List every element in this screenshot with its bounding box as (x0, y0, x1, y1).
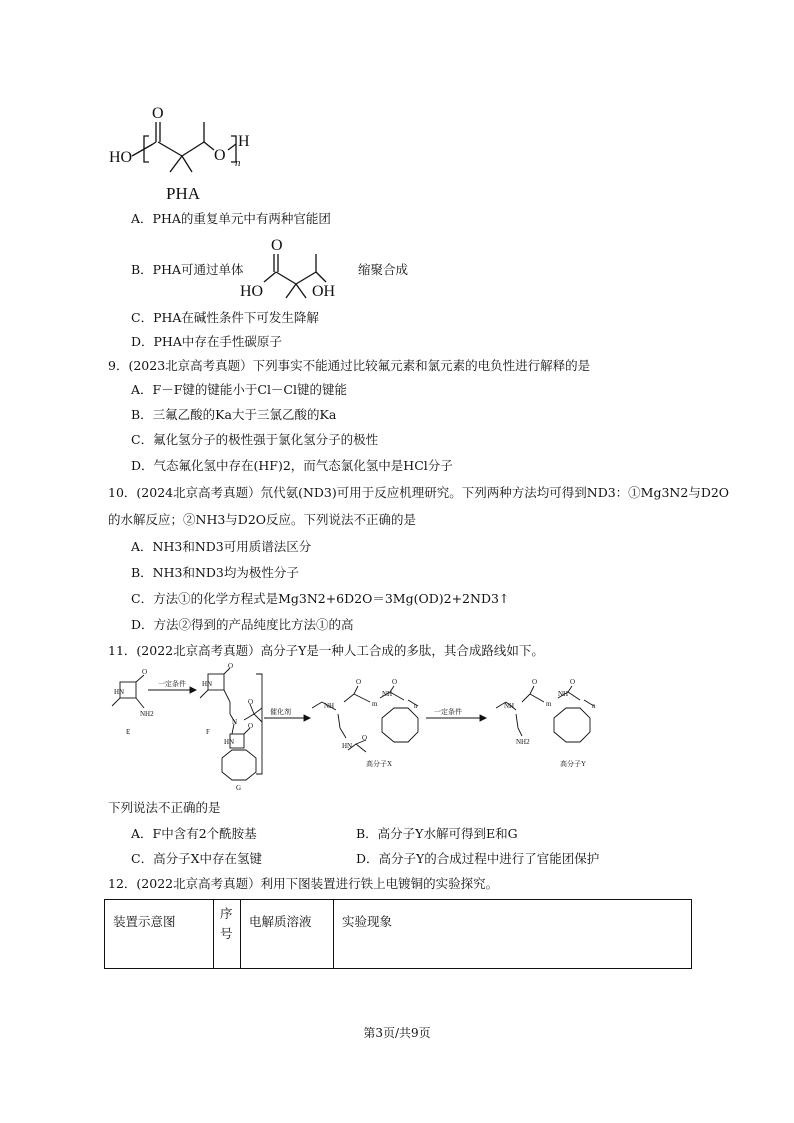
page-footer: 第3页/共9页 (363, 1026, 431, 1040)
q10-option-c: C．方法①的化学方程式是Mg3N2+6D2O＝3Mg(OD)2+2ND3↑ (131, 591, 510, 606)
q8-option-d: D．PHA中存在手性碳原子 (131, 334, 282, 349)
q10-option-b: B．NH3和ND3均为极性分子 (131, 565, 299, 580)
monomer-oh-label: OH (312, 283, 336, 300)
y-o2: O (570, 678, 576, 686)
monomer-carbonyl-o: O (271, 237, 283, 254)
monomer-ho-label: HO (240, 283, 264, 300)
q11-stem: 11．(2022北京高考真题）高分子Y是一种人工合成的多肽，其合成路线如下。 (108, 643, 544, 658)
q11-option-a: A．F中含有2个酰胺基 (131, 826, 257, 841)
e-hn: HN (114, 688, 125, 696)
x-o: O (356, 678, 362, 686)
label-f: F (206, 728, 210, 736)
x-o2: O (362, 734, 368, 742)
f-o2: O (248, 698, 254, 706)
q8-option-a: A．PHA的重复单元中有两种官能团 (131, 211, 331, 226)
pha-ho-label: HO (109, 149, 133, 166)
f-hn: HN (202, 680, 213, 688)
q11-option-b: B．高分子Y水解可得到E和G (356, 826, 518, 841)
q10-stem-line2: 的水解反应；②NH3与D2O反应。下列说法不正确的是 (108, 512, 417, 527)
e-o: O (142, 668, 148, 676)
q8-option-b-suffix: 缩聚合成 (358, 262, 409, 277)
y-n: n (592, 702, 596, 710)
x-hn: HN (342, 742, 353, 750)
label-g: G (236, 784, 242, 792)
e-nh2: NH2 (140, 710, 154, 718)
label-x: 高分子X (366, 760, 393, 768)
q8-option-c: C．PHA在碱性条件下可发生降解 (131, 310, 319, 325)
condition-2: 催化剂 (270, 708, 291, 716)
condition-1: 一定条件 (158, 680, 186, 688)
x-nh: NH (324, 702, 335, 710)
q9-stem: 9．(2023北京高考真题）下列事实不能通过比较氟元素和氯元素的电负性进行解释的是 (108, 358, 591, 373)
f-o: O (228, 662, 234, 670)
experiment-table (104, 899, 692, 969)
y-nh2: NH2 (516, 738, 530, 746)
q10-option-a: A．NH3和ND3可用质谱法区分 (131, 539, 312, 554)
g-hn: HN (224, 738, 235, 746)
synthesis-scheme (104, 662, 684, 792)
monomer-structure (236, 234, 346, 300)
pha-ether-o: O (214, 147, 226, 164)
q12-stem: 12．(2022北京高考真题）利用下图装置进行铁上电镀铜的实验探究。 (108, 876, 499, 891)
x-m: m (372, 700, 378, 708)
table-header-cell: 装置示意图 (105, 900, 214, 969)
pha-h-label: H (238, 133, 250, 150)
y-nh3: NH (558, 690, 569, 698)
q9-option-a: A．F－F键的键能小于Cl－Cl键的键能 (131, 382, 347, 397)
y-nh: NH (504, 702, 515, 710)
condition-3: 一定条件 (434, 708, 462, 716)
table-header-cell: 电解质溶液 (241, 900, 334, 969)
label-e: E (126, 728, 131, 736)
q9-option-b: B．三氟乙酸的Ka大于三氯乙酸的Ka (131, 407, 337, 422)
q11-prompt: 下列说法不正确的是 (108, 800, 221, 815)
q11-option-c: C．高分子X中存在氢键 (131, 851, 262, 866)
q10-stem-line1: 10．(2024北京高考真题）氘代氨(ND3)可用于反应机理研究。下列两种方法均可得到ND3：①Mg3N2与D2O (108, 485, 730, 500)
f-n: N (232, 718, 238, 726)
table-header-cell: 实验现象 (334, 900, 692, 969)
table-header-row (105, 900, 692, 969)
pha-n-subscript: n (235, 157, 241, 169)
x-n: n (414, 702, 418, 710)
q11-option-d: D．高分子Y的合成过程中进行了官能团保护 (356, 851, 600, 866)
q9-option-d: D．气态氟化氢中存在(HF)2，而气态氯化氢中是HCl分子 (131, 458, 453, 473)
q9-option-c: C．氟化氢分子的极性强于氯化氢分子的极性 (131, 432, 379, 447)
g-o: O (248, 722, 254, 730)
x-o3: O (392, 678, 398, 686)
y-m: m (546, 700, 552, 708)
pha-carbonyl-o: O (152, 105, 164, 122)
table-header-cell: 序号 (214, 900, 241, 969)
label-y: 高分子Y (560, 760, 587, 768)
x-nh2: NH (382, 690, 393, 698)
y-o: O (532, 678, 538, 686)
pha-structure (104, 104, 264, 174)
q8-option-b-prefix: B．PHA可通过单体 (131, 262, 244, 277)
pha-label: PHA (166, 184, 201, 203)
q10-option-d: D．方法②得到的产品纯度比方法①的高 (131, 617, 354, 632)
